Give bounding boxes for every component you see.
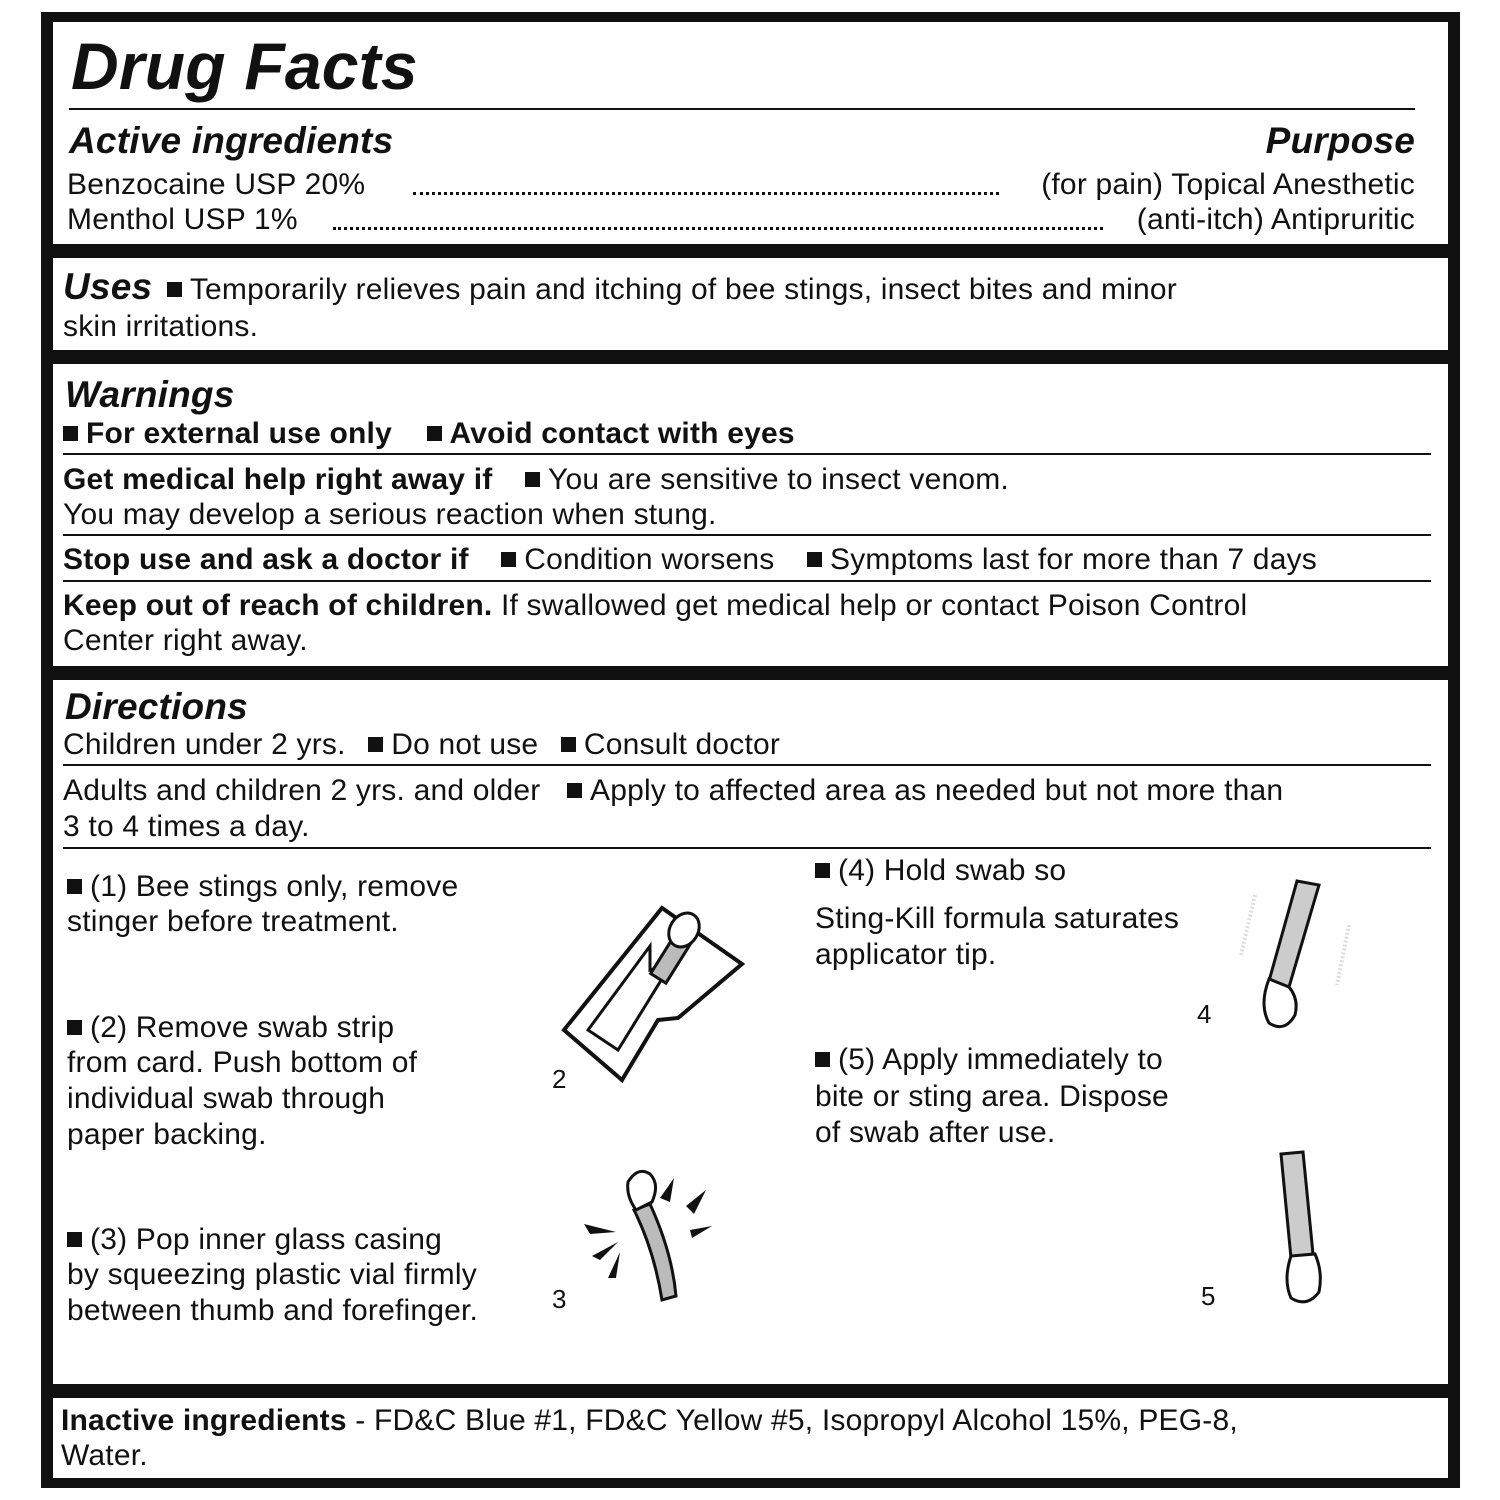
ingredient-purpose: (anti-itch) Antipruritic — [1136, 203, 1415, 236]
bullet-square-icon — [815, 863, 830, 878]
bullet-square-icon — [815, 1052, 830, 1067]
warnings-panel — [53, 364, 1448, 666]
step-2: (2) Remove swab strip — [67, 1011, 394, 1045]
bullet-square-icon — [561, 737, 576, 752]
swab-apply-illustration-icon — [1273, 1150, 1363, 1310]
children-directions: Children under 2 yrs. Do not use Consult doctor — [63, 728, 781, 761]
step-5: (5) Apply immediately to — [815, 1043, 1163, 1077]
bullet-square-icon — [501, 552, 516, 567]
bullet-square-icon — [67, 879, 82, 894]
page-title: Drug Facts — [71, 29, 418, 103]
step-3-line2: by squeezing plastic vial firmly — [67, 1258, 477, 1291]
uses-panel — [53, 258, 1448, 350]
bullet-square-icon — [63, 426, 78, 441]
inactive-line2: Water. — [61, 1439, 148, 1472]
warnings-heading: Warnings — [65, 374, 235, 415]
section-divider — [63, 580, 1431, 582]
step-4-line3: applicator tip. — [815, 938, 997, 971]
adults-directions: Adults and children 2 yrs. and older Apply to affected area as needed but not more than — [63, 774, 1284, 807]
step-5-line2: bite or sting area. Dispose — [815, 1080, 1169, 1113]
step-1-line2: stinger before treatment. — [67, 905, 399, 938]
figure-number: 2 — [552, 1064, 567, 1094]
swab-saturate-illustration-icon — [1233, 875, 1363, 1035]
section-divider — [63, 764, 1431, 766]
active-ingredients-heading: Active ingredients — [69, 120, 394, 161]
leader-dots — [413, 192, 999, 195]
ingredient-name: Menthol USP 1% — [67, 203, 298, 236]
medical-help-warning: Get medical help right away if You are sensitive to insect venom. — [63, 463, 1009, 496]
figure-number: 3 — [552, 1284, 567, 1314]
keep-out-warning: Keep out of reach of children. If swallowed get medical help or contact Poison Control — [63, 589, 1248, 622]
uses-text-line2: skin irritations. — [63, 310, 259, 343]
directions-heading: Directions — [65, 686, 248, 727]
step-5-line3: of swab after use. — [815, 1116, 1056, 1149]
step-3: (3) Pop inner glass casing — [67, 1223, 442, 1257]
bullet-square-icon — [525, 472, 540, 487]
step-4-line2: Sting-Kill formula saturates — [815, 902, 1180, 935]
section-divider — [63, 847, 1431, 849]
bullet-square-icon — [67, 1232, 82, 1247]
section-divider — [63, 453, 1431, 455]
swab-card-illustration-icon — [558, 900, 758, 1090]
squeeze-vial-illustration-icon — [578, 1160, 768, 1320]
uses-text: Uses Temporarily relieves pain and itching of bee stings, insect bites and minor — [63, 266, 1177, 307]
medical-help-line2: You may develop a serious reaction when stung. — [63, 498, 717, 531]
adults-line2: 3 to 4 times a day. — [63, 810, 310, 843]
step-3-line3: between thumb and forefinger. — [67, 1294, 479, 1327]
bullet-square-icon — [427, 426, 442, 441]
step-2-line4: paper backing. — [67, 1118, 267, 1151]
step-2-line3: individual swab through — [67, 1082, 386, 1115]
figure-number: 4 — [1197, 999, 1212, 1029]
ingredient-purpose: (for pain) Topical Anesthetic — [1041, 168, 1415, 201]
section-divider — [63, 534, 1431, 536]
keep-out-line2: Center right away. — [63, 624, 308, 657]
purpose-heading: Purpose — [1265, 120, 1415, 161]
directions-panel — [53, 680, 1448, 1384]
inactive-ingredients: Inactive ingredients - FD&C Blue #1, FD&C Yellow #5, Isopropyl Alcohol 15%, PEG-8, — [61, 1404, 1238, 1437]
step-4: (4) Hold swab so — [815, 854, 1066, 888]
inactive-ingredients-panel — [53, 1398, 1448, 1478]
step-1: (1) Bee stings only, remove — [67, 870, 458, 904]
bullet-square-icon — [67, 1020, 82, 1035]
stop-use-warning: Stop use and ask a doctor if Condition worsens Symptoms last for more than 7 days — [63, 543, 1317, 576]
ingredient-name: Benzocaine USP 20% — [67, 168, 366, 201]
warnings-bullets: For external use only Avoid contact with eyes — [63, 417, 795, 451]
title-divider — [69, 108, 1415, 110]
leader-dots — [333, 227, 1103, 230]
uses-heading: Uses — [63, 266, 153, 307]
bullet-square-icon — [807, 552, 822, 567]
bullet-square-icon — [567, 783, 582, 798]
bullet-square-icon — [167, 282, 182, 297]
bullet-square-icon — [368, 737, 383, 752]
figure-number: 5 — [1201, 1281, 1216, 1311]
active-ingredients-panel — [53, 22, 1448, 244]
step-2-line2: from card. Push bottom of — [67, 1046, 418, 1079]
